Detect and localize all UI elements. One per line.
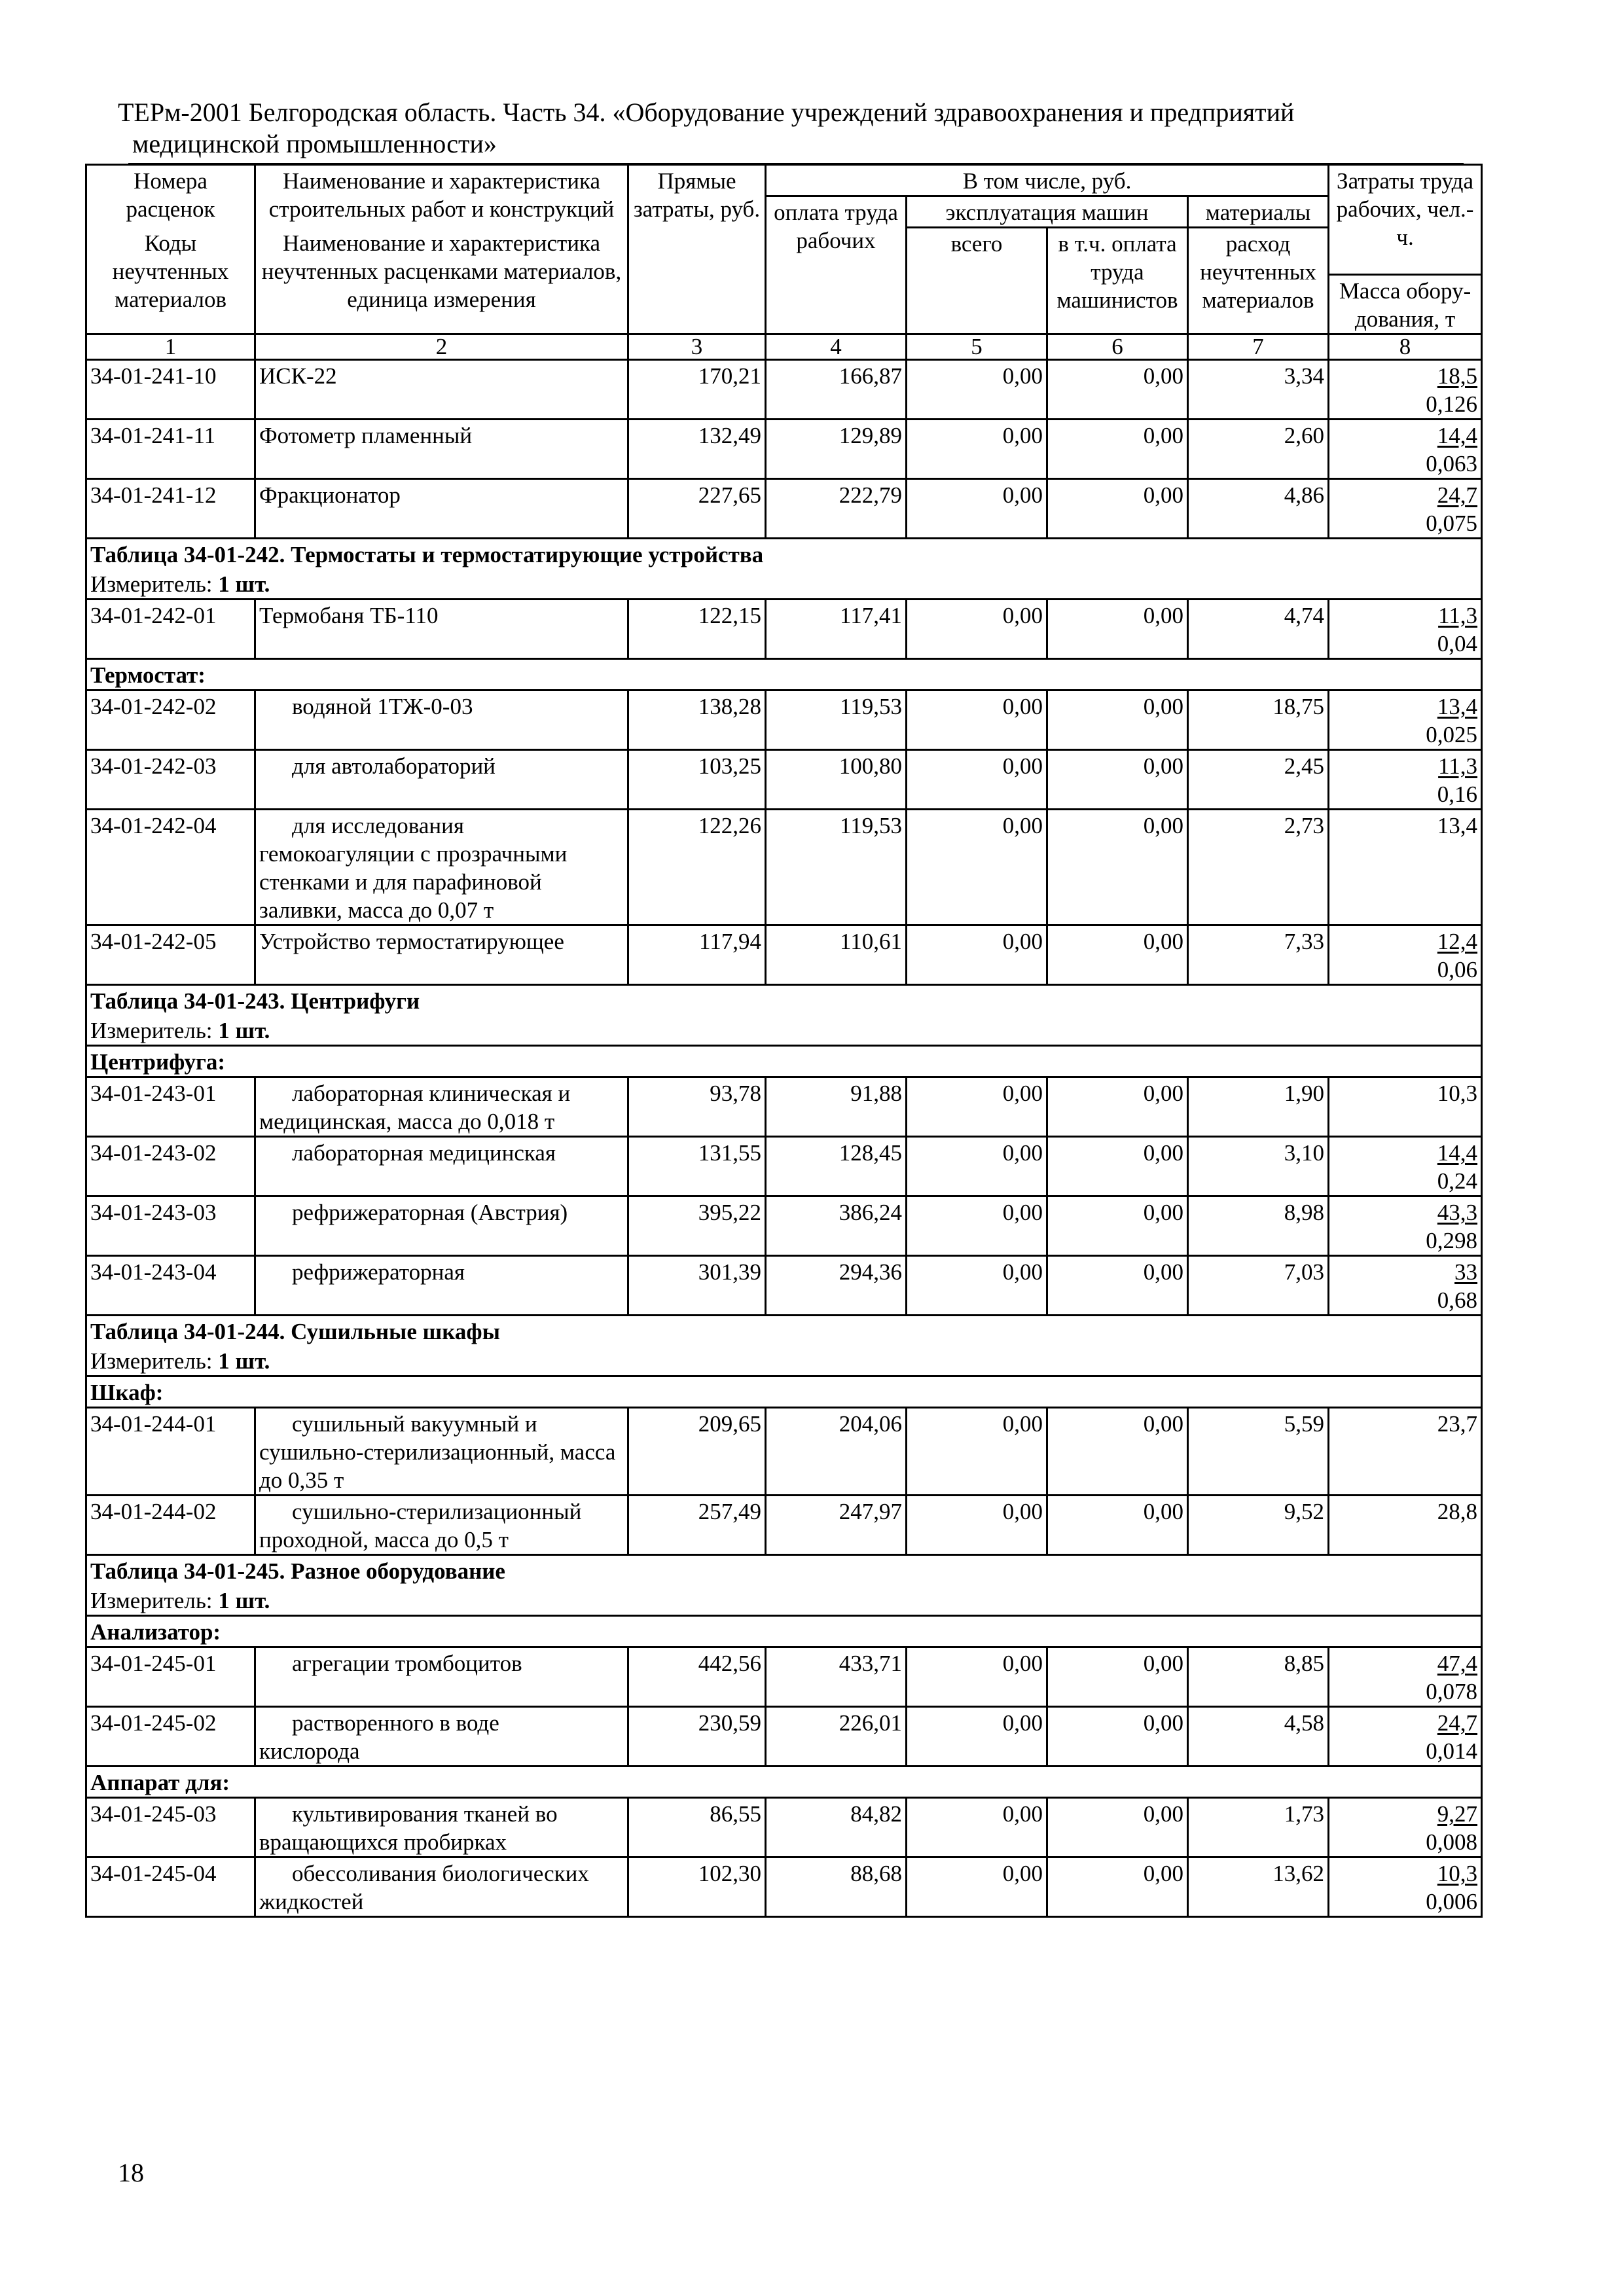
labor-costs — [1333, 1139, 1477, 1167]
measure — [86, 1346, 1482, 1376]
section-title: Таблица 34-01-243. Центрифуги — [86, 985, 1482, 1016]
rate-name-text: Фракционатор — [259, 482, 401, 508]
equipment-mass: 0,008 — [1426, 1829, 1478, 1855]
table-row — [86, 750, 1482, 810]
materials-cost: 1,73 — [1188, 1798, 1329, 1857]
rate-code: 34-01-245-04 — [86, 1857, 255, 1917]
incl-header: В том числе, руб. — [766, 165, 1329, 196]
rate-name-line1: растворенного в воде — [292, 1710, 499, 1736]
section-title-row — [86, 985, 1482, 1016]
labor-costs-value: 47,4 — [1437, 1651, 1478, 1676]
section-title-row — [86, 539, 1482, 569]
machines-total: 0,00 — [907, 360, 1047, 420]
machinists-header: в т.ч. оплата труда машинистов — [1047, 228, 1188, 334]
machinists-pay: 0,00 — [1047, 1196, 1188, 1256]
rate-name-text: водяной 1ТЖ-0-03 — [292, 694, 473, 719]
labor-and-mass — [1329, 420, 1482, 479]
machinists-pay: 0,00 — [1047, 925, 1188, 985]
labor-costs — [1333, 752, 1477, 780]
labor-costs — [1333, 481, 1477, 509]
measure-row — [86, 569, 1482, 600]
labor-pay: 204,06 — [766, 1408, 907, 1496]
price-table — [85, 164, 1483, 1918]
rate-name-line1: обессоливания биологических — [292, 1861, 589, 1886]
labor-costs — [1333, 692, 1477, 721]
rate-name-line1: культивирования тканей во — [292, 1801, 558, 1827]
machines-total: 0,00 — [907, 420, 1047, 479]
measure-label: Измеритель: — [90, 1018, 213, 1043]
machinists-pay: 0,00 — [1047, 1647, 1188, 1707]
labor-costs — [1333, 1800, 1477, 1828]
rate-code: 34-01-241-11 — [86, 420, 255, 479]
rate-name-line2: проходной, масса до 0,5 т — [259, 1527, 509, 1552]
labor-and-mass — [1329, 1798, 1482, 1857]
machinists-pay: 0,00 — [1047, 420, 1188, 479]
direct-costs: 93,78 — [628, 1077, 766, 1137]
direct-costs: 102,30 — [628, 1857, 766, 1917]
labor-and-mass — [1329, 1196, 1482, 1256]
labor-and-mass — [1329, 691, 1482, 750]
equipment-mass: 0,078 — [1426, 1679, 1478, 1704]
rate-name-text: для автолабораторий — [292, 753, 496, 779]
machines-total: 0,00 — [907, 1496, 1047, 1555]
labor-costs — [1333, 1649, 1477, 1677]
labor-costs-value: 13,4 — [1437, 694, 1478, 719]
rate-name-line2: жидкостей — [259, 1889, 364, 1914]
direct-costs: 227,65 — [628, 479, 766, 539]
rate-name-line1: для исследования — [292, 813, 464, 838]
labor-costs: 23,7 — [1437, 1411, 1478, 1437]
col1-header-top: Номера расценок — [86, 165, 255, 228]
machines-total: 0,00 — [907, 691, 1047, 750]
labor-and-mass — [1329, 1857, 1482, 1917]
col-number: 4 — [766, 334, 907, 360]
labor-costs: 28,8 — [1437, 1499, 1478, 1524]
table-row — [86, 1647, 1482, 1707]
materials-header: материалы — [1188, 196, 1329, 228]
materials-cost: 3,10 — [1188, 1137, 1329, 1196]
equipment-mass: 0,075 — [1426, 511, 1478, 536]
machines-header: эксплуатация машин — [907, 196, 1188, 228]
unacc-materials-header: расход неучтенных материалов — [1188, 228, 1329, 334]
table-row — [86, 1857, 1482, 1917]
page-number: 18 — [118, 2158, 144, 2187]
labor-costs-value: 14,4 — [1437, 1140, 1478, 1166]
mass-header: Масса обору-дования, т — [1329, 275, 1482, 334]
rate-name — [255, 1196, 628, 1256]
group-label: Термостат: — [86, 659, 1482, 691]
direct-costs: 395,22 — [628, 1196, 766, 1256]
rate-code: 34-01-243-01 — [86, 1077, 255, 1137]
rate-name — [255, 691, 628, 750]
labor-costs — [1333, 422, 1477, 450]
labor-costs-value: 33 — [1454, 1259, 1478, 1285]
equipment-mass: 0,126 — [1426, 391, 1478, 417]
section-title-row — [86, 1316, 1482, 1346]
table-row — [86, 420, 1482, 479]
table-row — [86, 691, 1482, 750]
rate-name — [255, 479, 628, 539]
machinists-pay: 0,00 — [1047, 479, 1188, 539]
labor-and-mass — [1329, 750, 1482, 810]
col-number: 5 — [907, 334, 1047, 360]
rate-code: 34-01-242-03 — [86, 750, 255, 810]
equipment-mass: 0,298 — [1426, 1228, 1478, 1253]
labor-costs — [1333, 1198, 1477, 1227]
equipment-mass: 0,06 — [1437, 957, 1478, 982]
rate-name-line2: кислорода — [259, 1738, 360, 1764]
rate-name — [255, 1077, 628, 1137]
machines-total: 0,00 — [907, 1647, 1047, 1707]
rate-name — [255, 925, 628, 985]
equipment-mass: 0,025 — [1426, 722, 1478, 747]
table-row — [86, 1408, 1482, 1496]
labor-pay: 84,82 — [766, 1798, 907, 1857]
labor-costs-value: 11,3 — [1438, 603, 1478, 628]
group-label: Анализатор: — [86, 1616, 1482, 1647]
labor-costs-value: 43,3 — [1437, 1200, 1478, 1225]
labor-costs — [1333, 1258, 1477, 1286]
machines-total: 0,00 — [907, 1196, 1047, 1256]
labor-costs-header: Затраты труда рабочих, чел.-ч. — [1329, 165, 1482, 275]
measure — [86, 1015, 1482, 1046]
running-header-line1: ТЕРм-2001 Белгородская область. Часть 34. «Оборудование учреждений здравоохранения и предприятий — [118, 98, 1295, 127]
col-number: 3 — [628, 334, 766, 360]
materials-cost: 9,52 — [1188, 1496, 1329, 1555]
section-title: Таблица 34-01-244. Сушильные шкафы — [86, 1316, 1482, 1346]
labor-pay: 119,53 — [766, 810, 907, 925]
measure-row — [86, 1346, 1482, 1376]
labor-and-mass — [1329, 1647, 1482, 1707]
machines-total: 0,00 — [907, 750, 1047, 810]
labor-costs — [1333, 927, 1477, 956]
materials-cost: 3,34 — [1188, 360, 1329, 420]
machines-total: 0,00 — [907, 810, 1047, 925]
group-row — [86, 1616, 1482, 1647]
rate-name — [255, 1857, 628, 1917]
col-number: 2 — [255, 334, 628, 360]
group-label: Аппарат для: — [86, 1767, 1482, 1798]
materials-cost: 4,86 — [1188, 479, 1329, 539]
column-numbers-row — [86, 334, 1482, 360]
direct-costs: 117,94 — [628, 925, 766, 985]
rate-name — [255, 810, 628, 925]
labor-costs — [1333, 1709, 1477, 1737]
rate-code: 34-01-244-01 — [86, 1408, 255, 1496]
rate-name — [255, 1798, 628, 1857]
machinists-pay: 0,00 — [1047, 360, 1188, 420]
measure-unit: 1 шт. — [218, 1348, 270, 1374]
rate-name-text: Устройство термостатирующее — [259, 929, 564, 954]
col-number: 8 — [1329, 334, 1482, 360]
labor-costs-value: 24,7 — [1437, 1710, 1478, 1736]
labor-pay: 110,61 — [766, 925, 907, 985]
machinists-pay: 0,00 — [1047, 1707, 1188, 1767]
equipment-mass: 0,16 — [1437, 781, 1478, 807]
table-body — [86, 360, 1482, 1917]
labor-pay: 117,41 — [766, 600, 907, 659]
rate-name — [255, 1496, 628, 1555]
measure-label: Измеритель: — [90, 1588, 213, 1613]
table-row — [86, 1496, 1482, 1555]
materials-cost: 5,59 — [1188, 1408, 1329, 1496]
machinists-pay: 0,00 — [1047, 1137, 1188, 1196]
direct-costs: 209,65 — [628, 1408, 766, 1496]
col1-header-bottom: Коды неучтенных материалов — [86, 228, 255, 334]
machines-total: 0,00 — [907, 600, 1047, 659]
direct-costs: 131,55 — [628, 1137, 766, 1196]
rate-name-line2: вращающихся пробирках — [259, 1829, 507, 1855]
direct-costs: 122,26 — [628, 810, 766, 925]
rate-name — [255, 1647, 628, 1707]
machines-total: 0,00 — [907, 1256, 1047, 1316]
group-row — [86, 1046, 1482, 1077]
machines-total-header: всего — [907, 228, 1047, 334]
labor-pay: 100,80 — [766, 750, 907, 810]
machines-total: 0,00 — [907, 925, 1047, 985]
materials-cost: 8,85 — [1188, 1647, 1329, 1707]
direct-costs: 138,28 — [628, 691, 766, 750]
rate-name — [255, 360, 628, 420]
rate-name-text: лабораторная медицинская — [292, 1140, 556, 1166]
measure — [86, 569, 1482, 600]
labor-costs-value: 9,27 — [1437, 1801, 1478, 1827]
labor-and-mass — [1329, 1256, 1482, 1316]
rate-code: 34-01-243-04 — [86, 1256, 255, 1316]
materials-cost: 13,62 — [1188, 1857, 1329, 1917]
machines-total: 0,00 — [907, 1798, 1047, 1857]
labor-and-mass — [1329, 1496, 1482, 1555]
col-number: 7 — [1188, 334, 1329, 360]
rate-name-text: агрегации тромбоцитов — [292, 1651, 522, 1676]
col3-header: Прямые затраты, руб. — [628, 165, 766, 334]
rate-code: 34-01-245-03 — [86, 1798, 255, 1857]
equipment-mass: 0,006 — [1426, 1889, 1478, 1914]
group-row — [86, 1376, 1482, 1408]
materials-cost: 8,98 — [1188, 1196, 1329, 1256]
labor-pay: 88,68 — [766, 1857, 907, 1917]
rate-name — [255, 1707, 628, 1767]
labor-costs — [1333, 362, 1477, 390]
direct-costs: 442,56 — [628, 1647, 766, 1707]
labor-pay: 91,88 — [766, 1077, 907, 1137]
group-row — [86, 659, 1482, 691]
measure-unit: 1 шт. — [218, 571, 270, 597]
materials-cost: 1,90 — [1188, 1077, 1329, 1137]
rate-code: 34-01-242-04 — [86, 810, 255, 925]
labor-costs-value: 14,4 — [1437, 423, 1478, 448]
measure-label: Измеритель: — [90, 571, 213, 597]
labor-costs-value: 18,5 — [1437, 363, 1478, 389]
table-row — [86, 810, 1482, 925]
materials-cost: 2,73 — [1188, 810, 1329, 925]
labor-costs: 13,4 — [1437, 813, 1478, 838]
labor-and-mass — [1329, 1137, 1482, 1196]
machines-total: 0,00 — [907, 1137, 1047, 1196]
labor-pay: 247,97 — [766, 1496, 907, 1555]
labor-pay: 222,79 — [766, 479, 907, 539]
rate-name-line2: медицинская, масса до 0,018 т — [259, 1109, 555, 1134]
materials-cost: 7,33 — [1188, 925, 1329, 985]
rate-code: 34-01-244-02 — [86, 1496, 255, 1555]
labor-costs-value: 10,3 — [1437, 1861, 1478, 1886]
section-title-row — [86, 1555, 1482, 1586]
group-row — [86, 1767, 1482, 1798]
direct-costs: 170,21 — [628, 360, 766, 420]
table-row — [86, 600, 1482, 659]
machinists-pay: 0,00 — [1047, 1798, 1188, 1857]
labor-and-mass — [1329, 360, 1482, 420]
rate-name-text: Термобаня ТБ-110 — [259, 603, 439, 628]
rate-code: 34-01-245-01 — [86, 1647, 255, 1707]
labor-costs-value: 24,7 — [1437, 482, 1478, 508]
col-number: 6 — [1047, 334, 1188, 360]
machinists-pay: 0,00 — [1047, 810, 1188, 925]
rate-code: 34-01-241-10 — [86, 360, 255, 420]
labor-pay: 119,53 — [766, 691, 907, 750]
rate-name — [255, 1256, 628, 1316]
table-row — [86, 1798, 1482, 1857]
machinists-pay: 0,00 — [1047, 1408, 1188, 1496]
labor-and-mass — [1329, 1408, 1482, 1496]
rate-code: 34-01-242-05 — [86, 925, 255, 985]
direct-costs: 122,15 — [628, 600, 766, 659]
materials-cost: 2,60 — [1188, 420, 1329, 479]
section-title: Таблица 34-01-242. Термостаты и термостатирующие устройства — [86, 539, 1482, 569]
table-row — [86, 1077, 1482, 1137]
rate-name — [255, 600, 628, 659]
direct-costs: 132,49 — [628, 420, 766, 479]
measure-unit: 1 шт. — [218, 1018, 270, 1043]
running-header-line2: медицинской промышленности» — [132, 129, 497, 158]
measure-unit: 1 шт. — [218, 1588, 270, 1613]
labor-costs-value: 12,4 — [1437, 929, 1478, 954]
rate-code: 34-01-242-01 — [86, 600, 255, 659]
table-row — [86, 925, 1482, 985]
materials-cost: 18,75 — [1188, 691, 1329, 750]
labor-pay: 433,71 — [766, 1647, 907, 1707]
direct-costs: 230,59 — [628, 1707, 766, 1767]
table-header — [86, 165, 1482, 360]
rate-code: 34-01-243-03 — [86, 1196, 255, 1256]
materials-cost: 4,74 — [1188, 600, 1329, 659]
machines-total: 0,00 — [907, 1707, 1047, 1767]
measure-label: Измеритель: — [90, 1348, 213, 1374]
labor-costs: 10,3 — [1437, 1081, 1478, 1106]
machinists-pay: 0,00 — [1047, 691, 1188, 750]
machines-total: 0,00 — [907, 1077, 1047, 1137]
labor-pay-header: оплата труда рабочих — [766, 196, 907, 334]
rate-name-line1: лабораторная клиническая и — [292, 1081, 571, 1106]
rate-name-line2: гемокоагуляции с прозрачными стенками и для парафиновой заливки, масса до 0,07 т — [259, 841, 568, 923]
materials-cost: 4,58 — [1188, 1707, 1329, 1767]
rate-name — [255, 1137, 628, 1196]
labor-pay: 294,36 — [766, 1256, 907, 1316]
col2-header-top: Наименование и характеристика строительных работ и конструкций — [255, 165, 628, 228]
labor-and-mass — [1329, 1707, 1482, 1767]
direct-costs: 257,49 — [628, 1496, 766, 1555]
labor-costs-value: 11,3 — [1438, 753, 1478, 779]
measure — [86, 1585, 1482, 1616]
equipment-mass: 0,24 — [1437, 1168, 1478, 1194]
machines-total: 0,00 — [907, 1857, 1047, 1917]
equipment-mass: 0,063 — [1426, 451, 1478, 476]
equipment-mass: 0,68 — [1437, 1287, 1478, 1313]
table-row — [86, 1256, 1482, 1316]
col2-header-bottom: Наименование и характеристика неучтенных расценками материалов, единица измерения — [255, 228, 628, 334]
rate-code: 34-01-245-02 — [86, 1707, 255, 1767]
materials-cost: 7,03 — [1188, 1256, 1329, 1316]
rate-name — [255, 1408, 628, 1496]
labor-pay: 166,87 — [766, 360, 907, 420]
labor-pay: 386,24 — [766, 1196, 907, 1256]
rate-code: 34-01-242-02 — [86, 691, 255, 750]
measure-row — [86, 1585, 1482, 1616]
machines-total: 0,00 — [907, 1408, 1047, 1496]
labor-and-mass — [1329, 600, 1482, 659]
table-row — [86, 1196, 1482, 1256]
labor-pay: 226,01 — [766, 1707, 907, 1767]
rate-code: 34-01-243-02 — [86, 1137, 255, 1196]
measure-row — [86, 1015, 1482, 1046]
rate-name-line2: сушильно-стерилизационный, масса до 0,35 т — [259, 1439, 616, 1493]
labor-and-mass — [1329, 925, 1482, 985]
labor-costs — [1333, 1859, 1477, 1888]
machines-total: 0,00 — [907, 479, 1047, 539]
running-header — [118, 97, 1492, 160]
direct-costs: 86,55 — [628, 1798, 766, 1857]
table-row — [86, 1137, 1482, 1196]
labor-and-mass — [1329, 479, 1482, 539]
rate-name-text: рефрижераторная — [292, 1259, 465, 1285]
labor-pay: 128,45 — [766, 1137, 907, 1196]
machinists-pay: 0,00 — [1047, 1077, 1188, 1137]
materials-cost: 2,45 — [1188, 750, 1329, 810]
rate-name-line1: сушильный вакуумный и — [292, 1411, 537, 1437]
direct-costs: 301,39 — [628, 1256, 766, 1316]
equipment-mass: 0,04 — [1437, 631, 1478, 656]
machinists-pay: 0,00 — [1047, 1496, 1188, 1555]
rate-name-text: Фотометр пламенный — [259, 423, 473, 448]
rate-name — [255, 420, 628, 479]
equipment-mass: 0,014 — [1426, 1738, 1478, 1764]
machinists-pay: 0,00 — [1047, 750, 1188, 810]
rate-code: 34-01-241-12 — [86, 479, 255, 539]
rate-name-line1: сушильно-стерилизационный — [292, 1499, 582, 1524]
labor-and-mass — [1329, 810, 1482, 925]
rate-name-text: рефрижераторная (Австрия) — [292, 1200, 568, 1225]
table-row — [86, 1707, 1482, 1767]
rate-name-text: ИСК-22 — [259, 363, 337, 389]
labor-costs — [1333, 601, 1477, 630]
col-number: 1 — [86, 334, 255, 360]
table-row — [86, 479, 1482, 539]
rate-name — [255, 750, 628, 810]
group-label: Центрифуга: — [86, 1046, 1482, 1077]
table-row — [86, 360, 1482, 420]
machinists-pay: 0,00 — [1047, 1256, 1188, 1316]
labor-and-mass — [1329, 1077, 1482, 1137]
group-label: Шкаф: — [86, 1376, 1482, 1408]
labor-pay: 129,89 — [766, 420, 907, 479]
machinists-pay: 0,00 — [1047, 1857, 1188, 1917]
machinists-pay: 0,00 — [1047, 600, 1188, 659]
direct-costs: 103,25 — [628, 750, 766, 810]
section-title: Таблица 34-01-245. Разное оборудование — [86, 1555, 1482, 1586]
